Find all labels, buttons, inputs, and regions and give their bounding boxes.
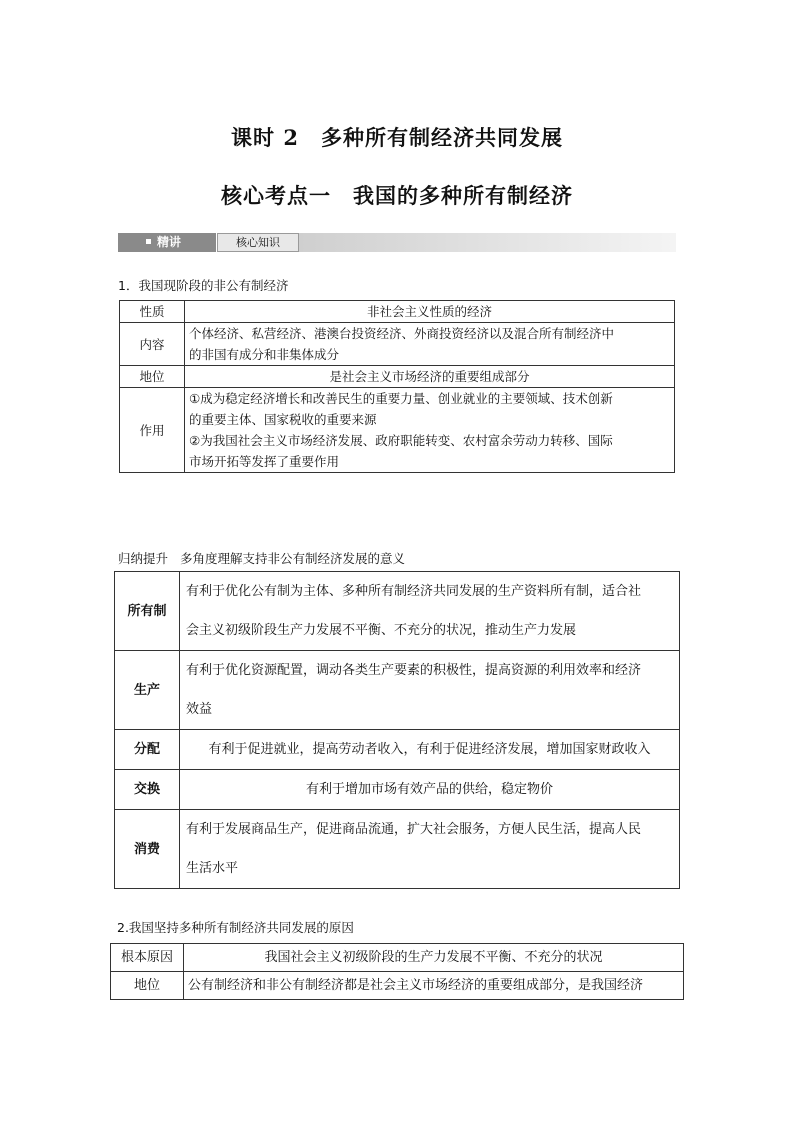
row-line: 有利于优化公有制为主体、多种所有制经济共同发展的生产资料所有制，适合社 — [186, 584, 642, 599]
row-value — [180, 572, 680, 651]
row-line: 非社会主义性质的经济 — [366, 304, 492, 319]
row-line: 有利于优化资源配置，调动各类生产要素的积极性，提高资源的利用效率和经济 — [186, 663, 642, 678]
table-row — [115, 810, 680, 889]
row-value — [184, 944, 684, 972]
row-value — [180, 651, 680, 730]
section-banner — [118, 233, 676, 252]
row-line: 个体经济、私营经济、港澳台投资经济、外商投资经济以及混合所有制经济中 — [189, 326, 615, 341]
row-line: 有利于发展商品生产，促进商品流通，扩大社会服务，方便人民生活，提高人民 — [186, 822, 642, 837]
row-line: ①成为稳定经济增长和改善民生的重要力量、创业就业的主要领域、技术创新 — [189, 391, 613, 406]
summary-heading — [118, 549, 405, 567]
table-row — [115, 572, 680, 651]
row-value — [185, 323, 675, 366]
row-value — [185, 366, 675, 388]
banner-dark-label: 精讲 — [157, 235, 182, 249]
row-line: 会主义初级阶段生产力发展不平衡、不充分的状况，推动生产力发展 — [186, 623, 577, 638]
row-line: 有利于促进就业，提高劳动者收入，有利于促进经济发展，增加国家财政收入 — [208, 742, 651, 757]
table-row — [111, 972, 684, 1000]
summary-title: 多角度理解支持非公有制经济发展的意义 — [180, 551, 406, 566]
section-title: 核心考点一 我国的多种所有制经济 — [221, 183, 573, 208]
row-value — [184, 972, 684, 1000]
row-line: 公有制经济和非公有制经济都是社会主义市场经济的重要组成部分，是我国经济 — [188, 978, 644, 993]
significance-table — [114, 571, 680, 889]
banner-gradient-bar — [299, 233, 676, 252]
table-row — [115, 730, 680, 770]
row-value — [180, 810, 680, 889]
row-key: 分配 — [115, 730, 180, 770]
row-key: 所有制 — [115, 572, 180, 651]
section3-heading: 2.我国坚持多种所有制经济共同发展的原因 — [117, 920, 354, 935]
row-line: 的非国有成分和非集体成分 — [189, 347, 340, 362]
row-key: 作用 — [120, 388, 185, 473]
banner-light-tab: 核心知识 — [217, 233, 299, 252]
banner-dark-tab — [118, 233, 216, 252]
section1-heading: 1．我国现阶段的非公有制经济 — [118, 278, 289, 293]
table-row — [120, 323, 675, 366]
row-key: 交换 — [115, 770, 180, 810]
table-row — [120, 366, 675, 388]
row-key: 地位 — [111, 972, 184, 1000]
row-key: 地位 — [120, 366, 185, 388]
table-row — [120, 388, 675, 473]
row-value — [180, 730, 680, 770]
row-line: 我国社会主义初级阶段的生产力发展不平衡、不充分的状况 — [264, 950, 603, 965]
lesson-title: 课时 2 多种所有制经济共同发展 — [231, 125, 563, 150]
row-line: 市场开拓等发挥了重要作用 — [189, 454, 340, 469]
row-key: 生产 — [115, 651, 180, 730]
row-line: 是社会主义市场经济的重要组成部分 — [329, 369, 530, 384]
table-row — [115, 651, 680, 730]
square-bullet-icon — [146, 239, 151, 244]
non-public-economy-table — [119, 300, 675, 473]
table-row — [111, 944, 684, 972]
table-row — [120, 301, 675, 323]
table-row — [115, 770, 680, 810]
reasons-table — [110, 943, 684, 1000]
row-key: 消费 — [115, 810, 180, 889]
row-line: 有利于增加市场有效产品的供给，稳定物价 — [305, 782, 553, 797]
row-key: 内容 — [120, 323, 185, 366]
row-value — [180, 770, 680, 810]
row-value — [185, 301, 675, 323]
row-line: 效益 — [186, 702, 213, 717]
row-key: 性质 — [120, 301, 185, 323]
summary-label: 归纳提升 — [118, 551, 169, 566]
row-line: 的重要主体、国家税收的重要来源 — [189, 412, 377, 427]
row-line: ②为我国社会主义市场经济发展、政府职能转变、农村富余劳动力转移、国际 — [189, 433, 613, 448]
row-line: 生活水平 — [186, 861, 239, 876]
row-key: 根本原因 — [111, 944, 184, 972]
row-value — [185, 388, 675, 473]
